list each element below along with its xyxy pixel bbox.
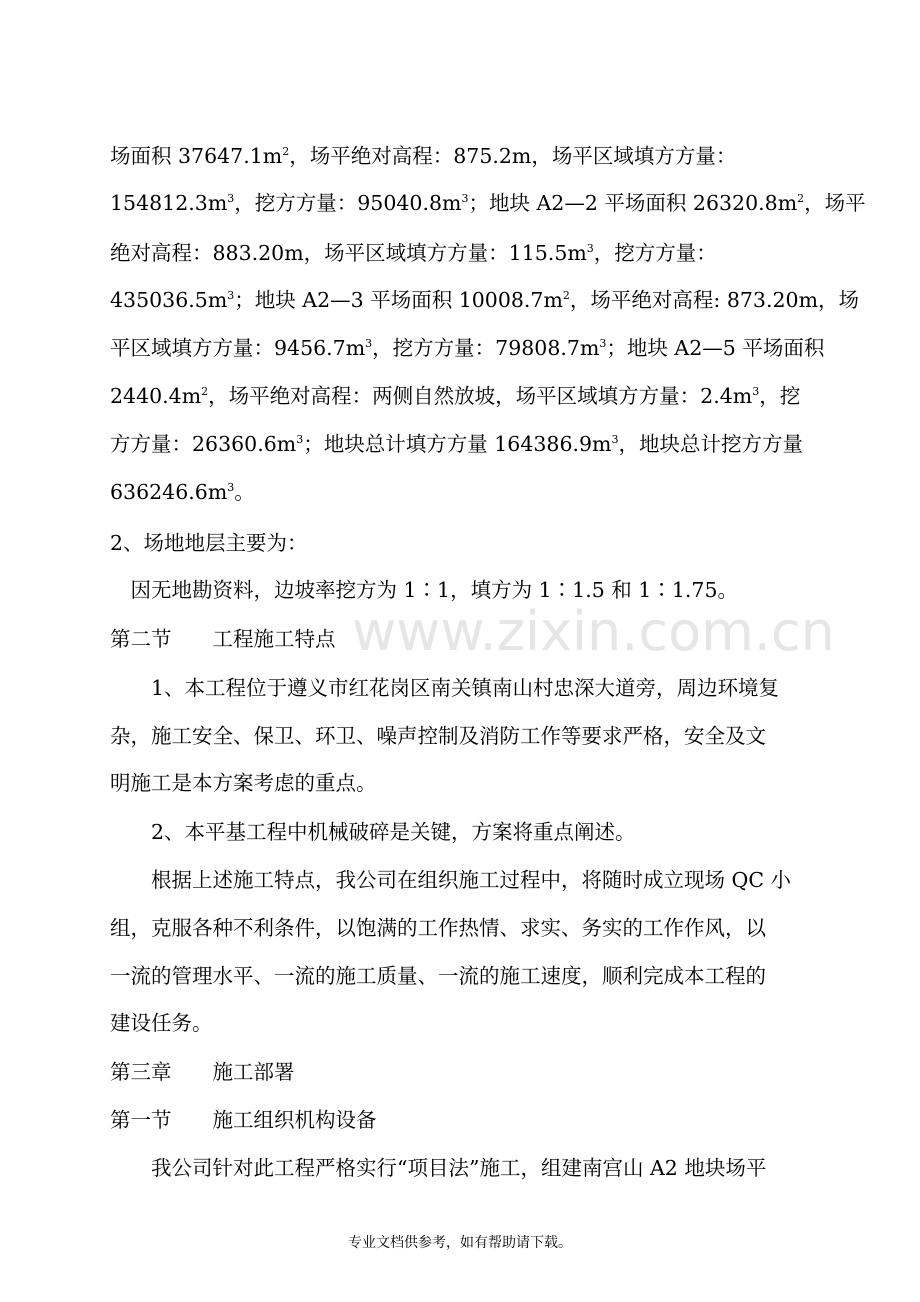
text-line: 明施工是本方案考虑的重点。 bbox=[110, 771, 377, 795]
text-line: 2、本平基工程中机械破碎是关键，方案将重点阐述。 bbox=[110, 820, 636, 844]
text-line: $154812.3m^3$，挖方方量：$95040.8m^3$；地块 A2—2 平场面积 $26320.8m^2$，场平 bbox=[110, 191, 866, 215]
text-line: 杂，施工安全、保卫、环卫、噪声控制及消防工作等要求严格，安全及文 bbox=[110, 724, 766, 748]
text-line: 平区域填方方量：$9456.7m^3$，挖方方量：$79808.7m^3$；地块 A2—5 平场面积 bbox=[110, 336, 825, 360]
section-heading: 第二节 工程施工特点 bbox=[110, 627, 336, 651]
text-line: 建设任务。 bbox=[110, 1011, 213, 1035]
list-item-heading: 2、场地地层主要为： bbox=[110, 531, 308, 555]
text-line: 我公司针对此工程严格实行“项目法”施工，组建南宫山 A2 地块场平 bbox=[110, 1156, 767, 1180]
chapter-heading: 第三章 施工部署 bbox=[110, 1060, 295, 1084]
text-line: $435036.5m^3$；地块 A2—3 平场面积 $10008.7m^2$，场平绝对高程: 873.20m，场 bbox=[110, 288, 860, 312]
text-line: 场面积 $37647.1m^2$，场平绝对高程：875.2m，场平区域填方方量： bbox=[110, 144, 737, 168]
text-line: 一流的管理水平、一流的施工质量、一流的施工速度，顺利完成本工程的 bbox=[110, 964, 766, 988]
text-line: 绝对高程：883.20m，场平区域填方方量：$115.5m^3$，挖方方量： bbox=[110, 241, 717, 265]
section-heading: 第一节 施工组织机构设备 bbox=[110, 1108, 377, 1132]
text-line: 组，克服各种不利条件，以饱满的工作热情、求实、务实的工作作风，以 bbox=[110, 916, 766, 940]
page-footer: 专业文档供参考，如有帮助请下载。 bbox=[348, 1235, 572, 1251]
text-line: 1、本工程位于遵义市红花岗区南关镇南山村忠深大道旁，周边环境复 bbox=[110, 676, 780, 700]
watermark: www.zixin.com.cn bbox=[352, 600, 835, 663]
text-line: $2440.4m^2$，场平绝对高程：两侧自然放坡，场平区域填方方量：$2.4m^3$，挖 bbox=[110, 384, 801, 408]
text-line: 方方量：$26360.6m^3$；地块总计填方方量 $164386.9m^3$，地块总计挖方方量 bbox=[110, 432, 803, 456]
text-line: 因无地勘资料，边坡率挖方为 1∶1，填方为 1∶1.5 和 1∶1.75。 bbox=[110, 578, 738, 602]
text-line: $636246.6m^3$。 bbox=[110, 480, 255, 504]
text-line: 根据上述施工特点，我公司在组织施工过程中，将随时成立现场 QC 小 bbox=[110, 868, 792, 892]
